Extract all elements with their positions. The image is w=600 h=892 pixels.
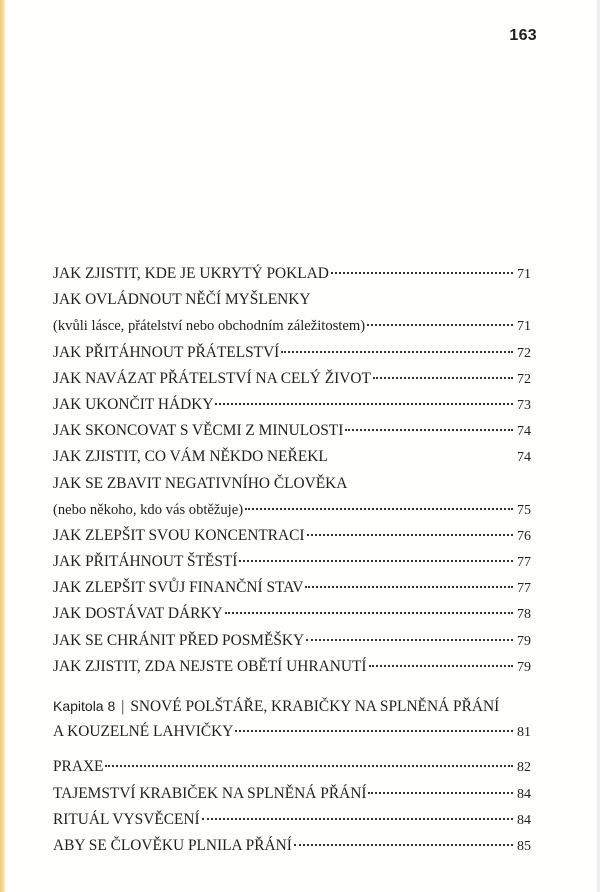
- toc-leader-dots: [367, 324, 513, 326]
- toc-entry: [53, 444, 531, 470]
- toc-leader-dots: [368, 792, 513, 794]
- toc-entry-title: JAK ZJISTIT, ZDA NEJSTE OBĚTÍ UHRANUTÍ: [53, 657, 367, 675]
- toc-entry-title: ABY SE ČLOVĚKU PLNILA PŘÁNÍ: [53, 836, 292, 854]
- toc-entry-page: 78: [517, 607, 531, 623]
- toc-leader-dots: [239, 560, 513, 562]
- toc-entry-page: 76: [517, 528, 531, 544]
- chapter-heading: [53, 693, 531, 719]
- toc-entry: [53, 654, 531, 680]
- toc-entry: [53, 549, 531, 575]
- toc-entry: [53, 754, 531, 780]
- toc-leader-dots: [331, 272, 513, 274]
- toc-entry-page: 82: [517, 760, 531, 776]
- toc-leader-dots: [245, 508, 513, 510]
- toc-entry-page: 71: [517, 267, 531, 282]
- toc-entry-page: 72: [517, 345, 531, 361]
- toc-leader-dots: [215, 403, 513, 405]
- toc-entry: [53, 601, 531, 627]
- toc-entry-page: 79: [517, 659, 531, 675]
- toc-entry-title: JAK ZJISTIT, CO VÁM NĚKDO NEŘEKL: [53, 448, 328, 466]
- toc-leader-dots: [307, 534, 513, 536]
- toc-leader-dots: [105, 765, 513, 767]
- toc-entry-title: TAJEMSTVÍ KRABIČEK NA SPLNĚNÁ PŘÁNÍ: [53, 784, 367, 802]
- toc-entry: [53, 628, 531, 654]
- toc-entry: [53, 287, 531, 313]
- chapter-separator: |: [121, 698, 125, 715]
- toc-entry-page: 77: [517, 555, 531, 571]
- toc-entry-page: 79: [517, 633, 531, 649]
- toc-entry-title: JAK ZJISTIT, KDE JE UKRYTÝ POKLAD: [53, 265, 329, 282]
- toc-leader-dots: [235, 730, 513, 732]
- chapter-page: 81: [517, 725, 531, 741]
- toc-entry-page: 77: [517, 581, 531, 597]
- toc-leader-dots: [305, 586, 513, 588]
- toc-entry-title: JAK SE ZBAVIT NEGATIVNÍHO ČLOVĚKA: [53, 474, 348, 492]
- toc-entry-page: 84: [517, 812, 531, 828]
- toc-entry: [53, 833, 531, 859]
- toc-entry-title: RITUÁL VYSVĚCENÍ: [53, 810, 200, 828]
- toc-entry-page: 73: [517, 397, 531, 413]
- chapter-title-line2: A KOUZELNÉ LAHVIČKY: [53, 723, 234, 741]
- toc-leader-dots: [202, 818, 513, 820]
- toc-entry: [53, 392, 531, 418]
- toc-entry: [53, 575, 531, 601]
- toc-leader-dots: [281, 351, 513, 353]
- toc-entry-title: JAK ZLEPŠIT SVOU KONCENTRACI: [53, 526, 305, 544]
- toc-leader-dots: [345, 429, 513, 431]
- toc-entry-title: JAK DOSTÁVAT DÁRKY: [53, 605, 223, 623]
- toc-entry-title: JAK NAVÁZAT PŘÁTELSTVÍ NA CELÝ ŽIVOT: [53, 369, 371, 387]
- toc-entry-title: JAK PŘITÁHNOUT ŠTĚSTÍ: [53, 553, 238, 571]
- toc-entry: [53, 781, 531, 807]
- toc-entry: [53, 523, 531, 549]
- toc-entry-title: JAK PŘITÁHNOUT PŘÁTELSTVÍ: [53, 343, 280, 361]
- toc-entry: [53, 807, 531, 833]
- toc-entry-page: 71: [517, 319, 531, 335]
- toc-entry: [53, 497, 531, 523]
- toc-leader-dots: [306, 639, 513, 641]
- page-number: 163: [509, 27, 537, 44]
- toc-entry-page: 84: [517, 786, 531, 802]
- chapter-label: Kapitola 8: [53, 698, 116, 714]
- toc-leader-dots: [330, 455, 513, 457]
- toc-entry-title: JAK SE CHRÁNIT PŘED POSMĚŠKY: [53, 631, 305, 649]
- toc-entry-title: JAK SKONCOVAT S VĚCMI Z MINULOSTI: [53, 422, 344, 440]
- toc-entry: [53, 366, 531, 392]
- toc-entry-page: 75: [517, 502, 531, 518]
- toc-leader-dots: [373, 377, 513, 379]
- toc-entry-title: PRAXE: [53, 758, 104, 776]
- toc-entry-subtitle: (kvůli lásce, přátelství nebo obchodním záležitostem): [53, 318, 366, 335]
- toc-entries-after: [53, 754, 531, 859]
- toc-entry-page: 74: [517, 424, 531, 440]
- toc-leader-dots: [294, 844, 513, 846]
- toc-entry: [53, 340, 531, 366]
- toc-entry-page: 74: [517, 450, 531, 466]
- toc-entry: [53, 261, 531, 287]
- toc-entry-title: JAK OVLÁDNOUT NĚČÍ MYŠLENKY: [53, 291, 311, 309]
- toc-entry: [53, 313, 531, 339]
- toc-leader-dots: [369, 665, 514, 667]
- toc-leader-dots: [225, 612, 513, 614]
- toc-entry: [53, 418, 531, 444]
- page-edge-left: [0, 0, 5, 892]
- toc-entry-subtitle: (nebo někoho, kdo vás obtěžuje): [53, 501, 244, 518]
- toc-entry-page: 85: [517, 838, 531, 854]
- toc-entry: [53, 471, 531, 497]
- toc-entry-title: JAK ZLEPŠIT SVŮJ FINANČNÍ STAV: [53, 579, 304, 597]
- table-of-contents: [53, 261, 531, 859]
- toc-entries-before: [53, 261, 531, 680]
- toc-entry-title: JAK UKONČIT HÁDKY: [53, 395, 214, 413]
- toc-entry-page: 72: [517, 371, 531, 387]
- chapter-title-line1: SNOVÉ POLŠTÁŘE, KRABIČKY NA SPLNĚNÁ PŘÁNÍ: [130, 698, 500, 715]
- chapter-heading-line2: [53, 719, 531, 745]
